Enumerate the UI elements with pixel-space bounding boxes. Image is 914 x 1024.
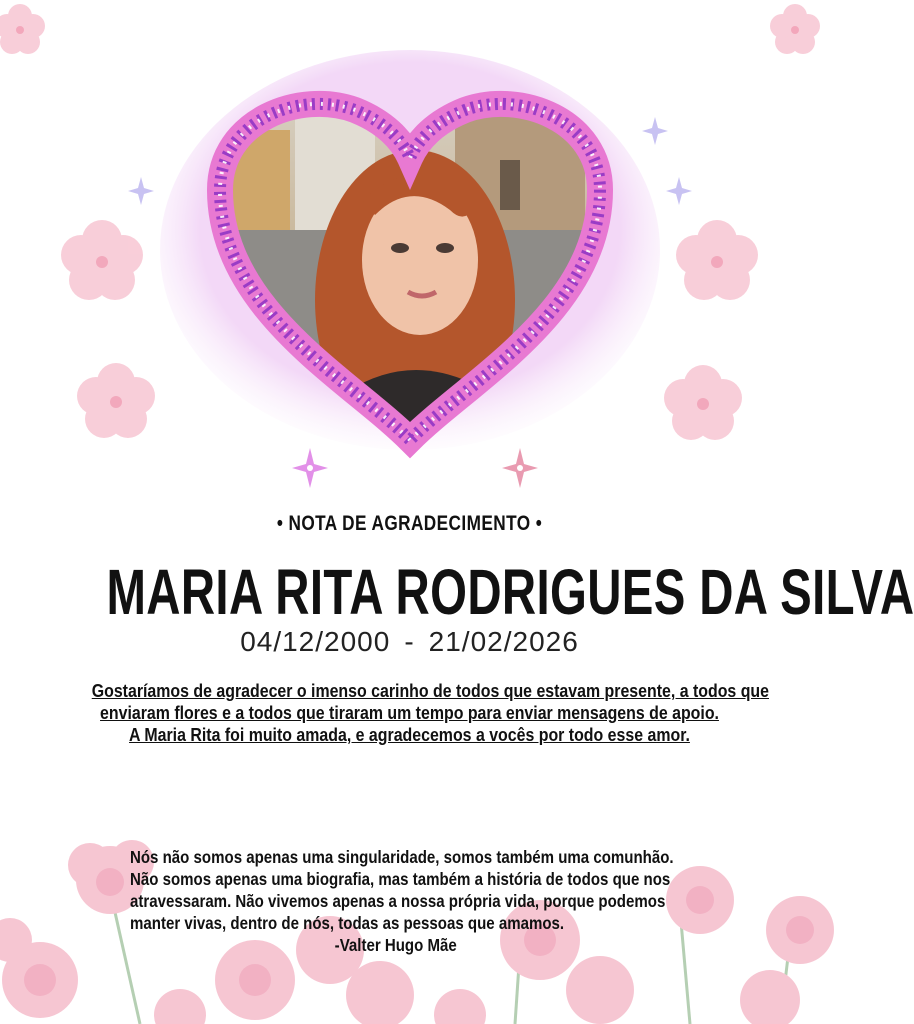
- quote-line: atravessaram. Não vivemos apenas a nossa própria vida, porque podemos: [130, 891, 666, 911]
- birth-date: 04/12/2000: [240, 626, 391, 657]
- quote-author: -Valter Hugo Mãe: [334, 935, 457, 955]
- death-date: 21/02/2026: [428, 626, 579, 657]
- quote-line: Não somos apenas uma biografia, mas também a história de todos que nos: [130, 869, 671, 889]
- thanks-line: enviaram flores e a todos que tiraram um tempo para enviar mensagens de apoio.: [100, 702, 719, 723]
- flower-icon: [765, 0, 825, 60]
- flower-icon: [667, 212, 767, 312]
- flower-icon: [52, 212, 152, 312]
- photo-heart-frame: [150, 40, 670, 460]
- deceased-name: MARIA RITA RODRIGUES DA SILVA: [106, 556, 914, 628]
- thanks-line: A Maria Rita foi muito amada, e agradecemos a vocês por todo esse amor.: [129, 724, 690, 745]
- quote-block: [130, 846, 680, 956]
- date-separator: -: [404, 626, 415, 657]
- thanks-line: Gostaríamos de agradecer o imenso carinho de todos que estavam presente, a todos que: [91, 680, 769, 701]
- sparkle-icon: [664, 176, 694, 206]
- thanks-message: [91, 680, 769, 746]
- sparkle-icon: [640, 116, 670, 146]
- quote-line: manter vivas, dentro de nós, todas as pessoas que amamos.: [130, 913, 565, 933]
- sparkle-icon: [500, 446, 540, 490]
- section-subtitle: • NOTA DE AGRADECIMENTO •: [276, 512, 543, 535]
- life-dates: [0, 626, 819, 658]
- flower-icon: [0, 0, 50, 60]
- quote-line: Nós não somos apenas uma singularidade, somos também uma comunhão.: [130, 847, 674, 867]
- sparkle-icon: [290, 446, 330, 490]
- sparkle-icon: [126, 176, 156, 206]
